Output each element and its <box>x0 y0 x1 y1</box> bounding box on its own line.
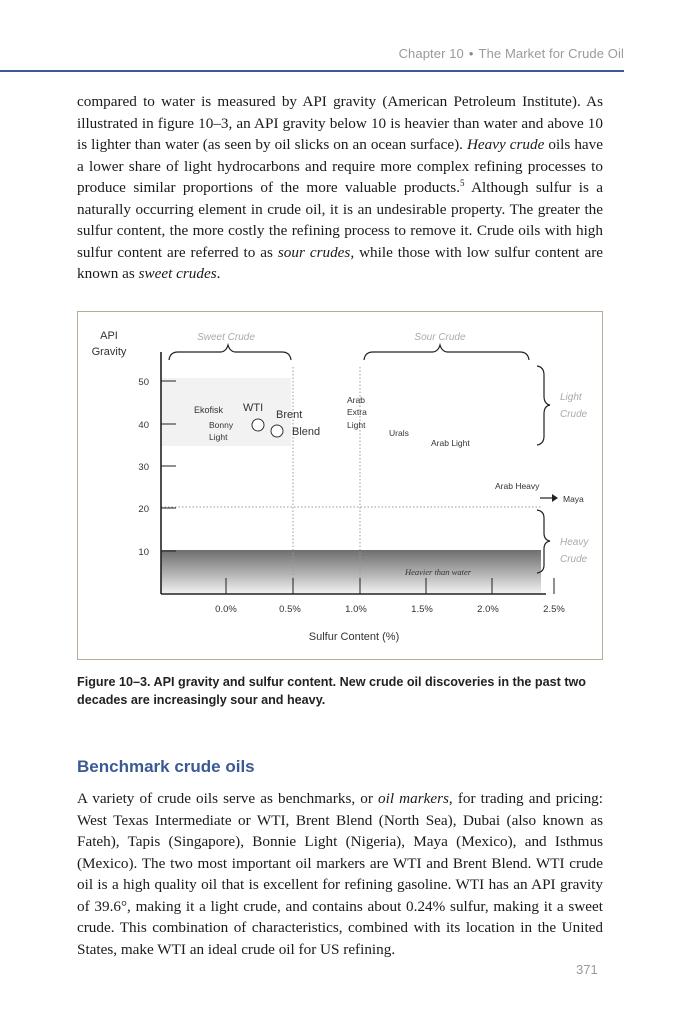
light-crude-label-1: Light <box>560 392 582 403</box>
x-tick-1-0: 1.0% <box>345 604 367 615</box>
term-heavy-crude: Heavy crude <box>466 136 545 153</box>
body-text-1: A variety of crude oils serve as benchmarks, or <box>77 790 379 807</box>
point-arab-light: Arab Light <box>431 438 470 448</box>
term-oil-markers: oil markers <box>378 790 449 807</box>
point-ekofisk: Ekofisk <box>194 405 224 415</box>
x-tick-0-5: 0.5% <box>279 604 301 615</box>
y-axis-label-line2: Gravity <box>91 346 127 358</box>
figure-10-3 <box>77 311 603 660</box>
point-arab-extra-light-1: Arab <box>347 395 365 405</box>
heavier-than-water-band <box>161 550 541 594</box>
term-sweet-crudes: sweet crudes <box>138 265 217 282</box>
maya-arrow-head <box>552 494 558 502</box>
light-crude-label-2: Crude <box>560 409 588 420</box>
intro-text-3: Although sulfur is a naturally occurring element in crude oil, it is an undesirable property. The greater the sulfur content, the more costly the refining process to remove it. Crude oils with high sulfur content are referred to as <box>77 179 604 261</box>
x-tick-1-5: 1.5% <box>411 604 433 615</box>
page-number: 371 <box>576 962 598 977</box>
intro-text-5: . <box>216 265 221 282</box>
x-axis-label: Sulfur Content (%) <box>308 631 400 643</box>
point-brent-marker <box>271 425 283 437</box>
body-paragraph <box>77 788 603 960</box>
y-axis-label-line1: API <box>100 330 118 342</box>
section-heading: Benchmark crude oils <box>77 757 255 776</box>
body-text-2: , for trading and pricing: West Texas Intermediate or WTI, Brent Blend (North Sea), Dubai (also known as Fateh), Tapis (Singapore), Bonnie Light (Nigeria), Maya (Mexico), and Isthmus (Mexico). The two most important oil markers are WTI and Brent Blend. WTI crude oil is a high quality oil that is excellent for refining gasoline. WTI has an API gravity of 39.6°, making it a light crude, and contains about 0.24% sulfur, making it a sweet crude. This combination of characteristics, combined with its location in the United States, make WTI an ideal crude oil for US refining. <box>77 790 603 958</box>
api-sulfur-chart <box>78 312 604 661</box>
heavier-than-water-label: Heavier than water <box>404 567 472 577</box>
sour-crude-brace <box>364 345 529 360</box>
intro-text-2: oils have a lower share of light hydrocarbons and require more complex refining processes to produce similar proportions of the more valuable products. <box>77 136 603 196</box>
header-rule <box>0 70 624 72</box>
sweet-crude-label: Sweet Crude <box>197 332 255 343</box>
chapter-title: The Market for Crude Oil <box>478 46 624 61</box>
point-bonny-light-1: Bonny <box>209 420 234 430</box>
intro-paragraph <box>77 91 603 285</box>
x-tick-0-0: 0.0% <box>215 604 237 615</box>
light-crude-brace <box>537 366 550 445</box>
chapter-label: Chapter 10 <box>398 46 464 61</box>
point-blend-label: Blend <box>292 426 321 438</box>
term-sour-crudes: sour crudes, <box>277 243 355 261</box>
point-wti-label: WTI <box>243 402 264 414</box>
y-tick-40: 40 <box>138 420 149 431</box>
intro-text-1: compared to water is measured by API gravity (American Petroleum Institute). As illustrated in figure 10–3, an API gravity below 10 is heavier than water and above 10 is lighter than water (as seen by oil slicks on an ocean surface). <box>77 93 603 153</box>
intro-text-4: while those with low sulfur content are known as <box>77 243 604 282</box>
footnote-ref[interactable]: 5 <box>460 177 465 188</box>
point-arab-extra-light-3: Light <box>347 420 366 430</box>
point-urals: Urals <box>389 428 409 438</box>
point-maya: Maya <box>563 494 584 504</box>
sweet-crude-brace <box>169 345 291 360</box>
point-brent-label: Brent <box>276 409 303 421</box>
y-tick-50: 50 <box>138 377 149 388</box>
heavy-crude-label-1: Heavy <box>560 537 589 548</box>
sour-crude-label: Sour Crude <box>414 332 466 343</box>
running-head <box>399 46 624 61</box>
y-tick-10: 10 <box>138 547 149 558</box>
point-wti-marker <box>252 419 264 431</box>
heavy-crude-label-2: Crude <box>560 554 588 565</box>
point-arab-extra-light-2: Extra <box>347 407 367 417</box>
x-tick-2-0: 2.0% <box>477 604 499 615</box>
y-tick-30: 30 <box>138 462 149 473</box>
x-tick-2-5: 2.5% <box>543 604 565 615</box>
figure-caption: Figure 10–3. API gravity and sulfur content. New crude oil discoveries in the past two decades are increasingly sour and heavy. <box>77 675 587 707</box>
y-tick-20: 20 <box>138 504 149 515</box>
point-arab-heavy: Arab Heavy <box>495 481 540 491</box>
point-bonny-light-2: Light <box>209 432 228 442</box>
header-separator: • <box>468 46 474 61</box>
